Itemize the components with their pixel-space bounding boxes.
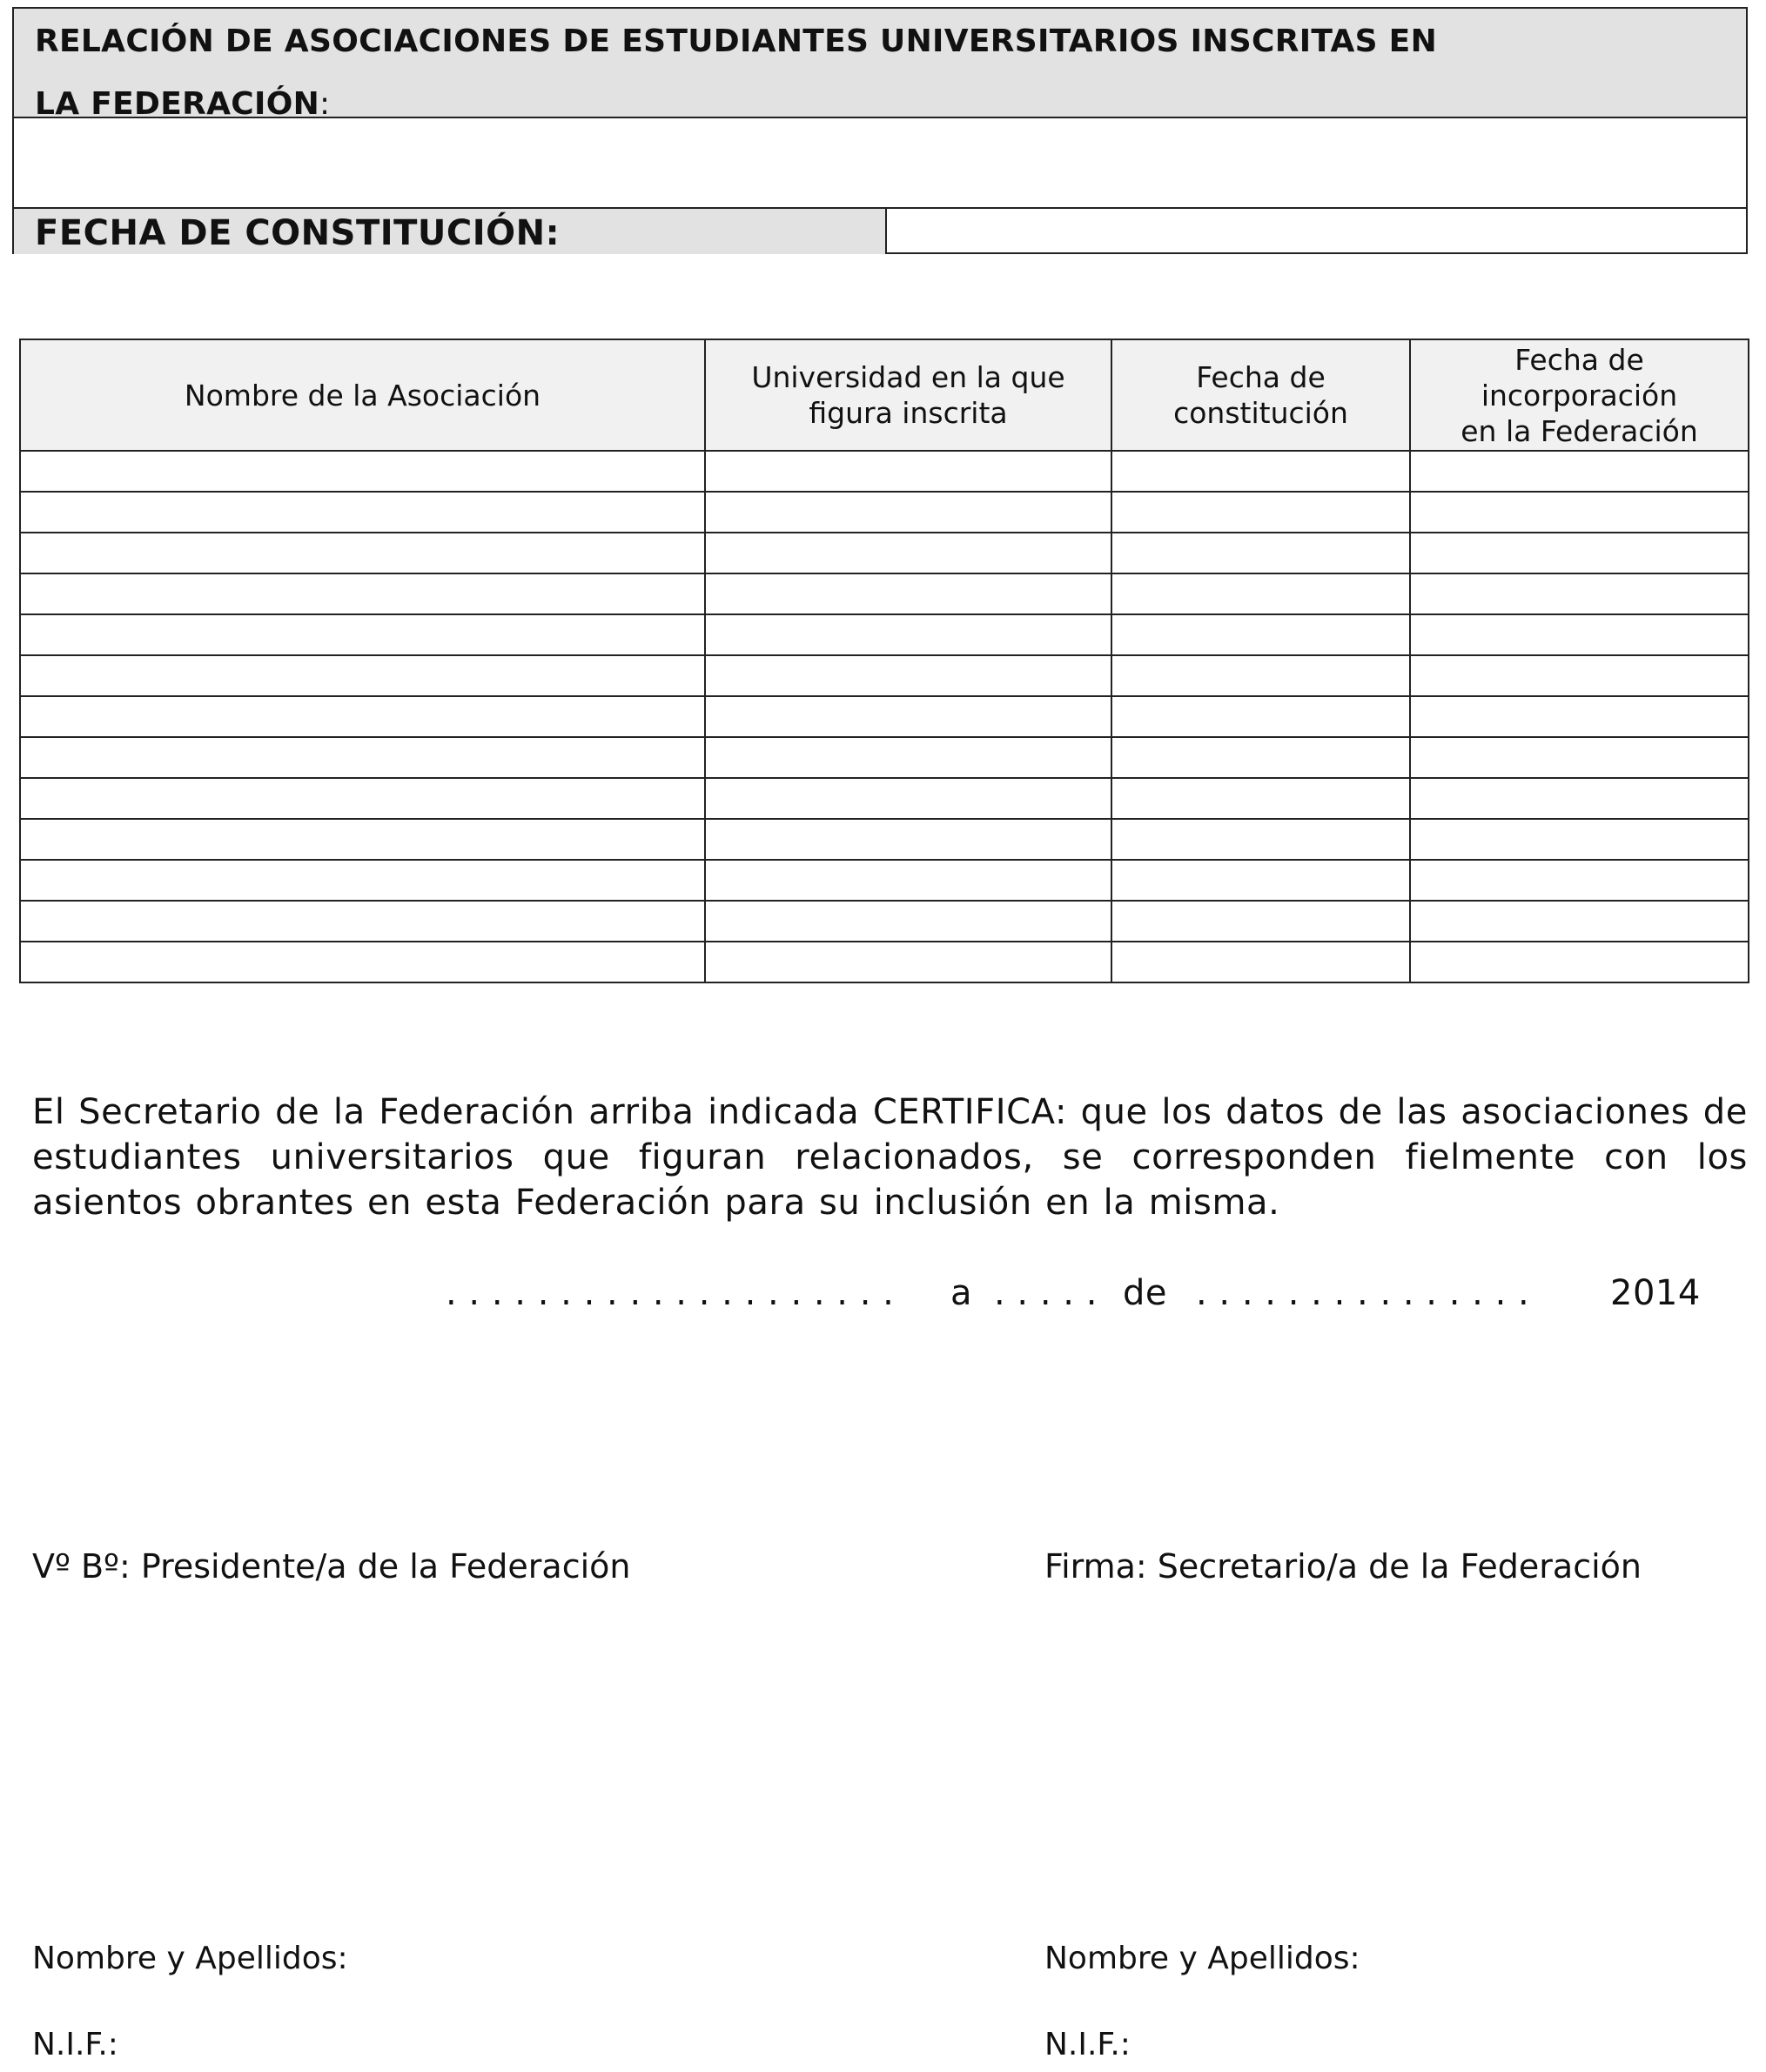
cell-fecha-constitucion[interactable] [1111, 860, 1410, 901]
cell-nombre[interactable] [20, 696, 705, 737]
federation-name-field[interactable] [14, 118, 1746, 209]
table-row [20, 533, 1749, 573]
table-row [20, 778, 1749, 819]
cell-fecha-constitucion[interactable] [1111, 614, 1410, 655]
cell-fecha-constitucion[interactable] [1111, 901, 1410, 942]
secretary-nif-label: N.I.F.: [1044, 2027, 1131, 2062]
cell-nombre[interactable] [20, 614, 705, 655]
certification-text: El Secretario de la Federación arriba indicada CERTIFICA: que los datos de las asociaciones de estudiantes universitarios que figuran relacionados, se corresponden fielmente con los asientos obrantes en esta Federación para su inclusión en la misma. [32, 1092, 1748, 1223]
cell-nombre[interactable] [20, 901, 705, 942]
secretary-name-label: Nombre y Apellidos: [1044, 1941, 1360, 1976]
cell-fecha-constitucion[interactable] [1111, 451, 1410, 492]
cell-fecha-incorporacion[interactable] [1410, 492, 1749, 533]
cell-universidad[interactable] [705, 901, 1111, 942]
cell-nombre[interactable] [20, 737, 705, 778]
table-row [20, 819, 1749, 860]
cell-universidad[interactable] [705, 696, 1111, 737]
cell-universidad[interactable] [705, 573, 1111, 614]
title-line-1: RELACIÓN DE ASOCIACIONES DE ESTUDIANTES UNIVERSITARIOS INSCRITAS EN [35, 23, 1438, 59]
cell-universidad[interactable] [705, 655, 1111, 696]
col-header-nombre: Nombre de la Asociación [20, 339, 705, 451]
date-year: 2014 [1610, 1273, 1701, 1313]
cell-nombre[interactable] [20, 778, 705, 819]
cell-fecha-constitucion[interactable] [1111, 778, 1410, 819]
cell-fecha-incorporacion[interactable] [1410, 451, 1749, 492]
date-a: a [950, 1273, 973, 1313]
table-row [20, 614, 1749, 655]
cell-fecha-incorporacion[interactable] [1410, 655, 1749, 696]
cell-fecha-constitucion[interactable] [1111, 737, 1410, 778]
cell-fecha-constitucion[interactable] [1111, 573, 1410, 614]
cell-fecha-constitucion[interactable] [1111, 492, 1410, 533]
cell-fecha-constitucion[interactable] [1111, 533, 1410, 573]
title-line-2-text: LA FEDERACIÓN [35, 86, 320, 122]
president-signature-label: Vº Bº: Presidente/a de la Federación [32, 1547, 631, 1586]
table-header-row [20, 339, 1749, 451]
table-row [20, 942, 1749, 982]
cell-universidad[interactable] [705, 819, 1111, 860]
cell-nombre[interactable] [20, 492, 705, 533]
date-de: de [1123, 1273, 1167, 1313]
cell-fecha-constitucion[interactable] [1111, 942, 1410, 982]
date-month-dots: . . . . . . . . . . . . . . . [1196, 1273, 1530, 1313]
cell-universidad[interactable] [705, 942, 1111, 982]
table-row [20, 696, 1749, 737]
president-name-label: Nombre y Apellidos: [32, 1941, 348, 1976]
cell-fecha-constitucion[interactable] [1111, 819, 1410, 860]
table-row [20, 901, 1749, 942]
document-title [14, 9, 1746, 122]
cell-fecha-incorporacion[interactable] [1410, 942, 1749, 982]
table-row [20, 860, 1749, 901]
cell-universidad[interactable] [705, 492, 1111, 533]
table-row [20, 655, 1749, 696]
col-header-universidad: Universidad en la que figura inscrita [705, 339, 1111, 451]
cell-nombre[interactable] [20, 573, 705, 614]
cell-fecha-incorporacion[interactable] [1410, 860, 1749, 901]
cell-nombre[interactable] [20, 819, 705, 860]
cell-universidad[interactable] [705, 451, 1111, 492]
cell-universidad[interactable] [705, 737, 1111, 778]
title-colon: : [319, 86, 331, 122]
cell-fecha-incorporacion[interactable] [1410, 533, 1749, 573]
cell-fecha-incorporacion[interactable] [1410, 573, 1749, 614]
fecha-constitucion-label: FECHA DE CONSTITUCIÓN: [14, 209, 887, 254]
fecha-constitucion-field[interactable] [887, 209, 1746, 254]
cell-nombre[interactable] [20, 942, 705, 982]
cell-fecha-incorporacion[interactable] [1410, 696, 1749, 737]
header-box [12, 7, 1748, 254]
cell-nombre[interactable] [20, 860, 705, 901]
cell-fecha-incorporacion[interactable] [1410, 614, 1749, 655]
cell-fecha-incorporacion[interactable] [1410, 901, 1749, 942]
cell-fecha-constitucion[interactable] [1111, 655, 1410, 696]
cell-universidad[interactable] [705, 533, 1111, 573]
cell-fecha-incorporacion[interactable] [1410, 819, 1749, 860]
cell-fecha-incorporacion[interactable] [1410, 778, 1749, 819]
cell-fecha-constitucion[interactable] [1111, 696, 1410, 737]
cell-universidad[interactable] [705, 860, 1111, 901]
associations-table [19, 339, 1749, 983]
cell-nombre[interactable] [20, 533, 705, 573]
cell-nombre[interactable] [20, 655, 705, 696]
col-header-fecha-incorporacion: Fecha de incorporación en la Federación [1410, 339, 1749, 451]
table-row [20, 492, 1749, 533]
cell-nombre[interactable] [20, 451, 705, 492]
secretary-signature-label: Firma: Secretario/a de la Federación [1044, 1547, 1642, 1586]
date-place-dots: . . . . . . . . . . . . . . . . . . . . [446, 1273, 895, 1313]
cell-universidad[interactable] [705, 778, 1111, 819]
table-row [20, 451, 1749, 492]
table-row [20, 737, 1749, 778]
cell-fecha-incorporacion[interactable] [1410, 737, 1749, 778]
president-nif-label: N.I.F.: [32, 2027, 118, 2062]
date-day-dots: . . . . . [994, 1273, 1098, 1313]
table-body [20, 451, 1749, 982]
cell-universidad[interactable] [705, 614, 1111, 655]
col-header-fecha-constitucion: Fecha de constitución [1111, 339, 1410, 451]
table-row [20, 573, 1749, 614]
